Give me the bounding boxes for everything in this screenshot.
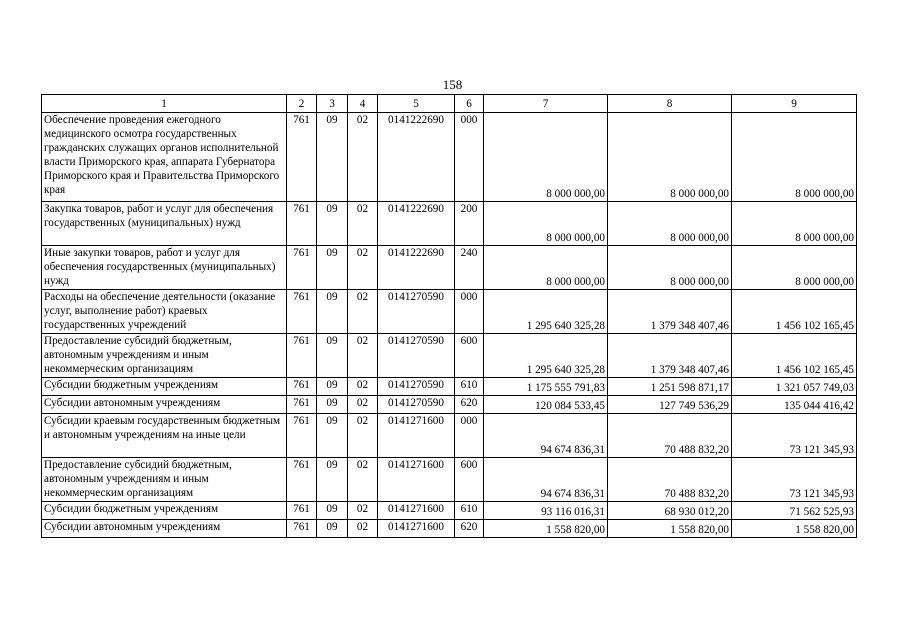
amount-year-1-cell: 1 295 640 325,28 — [484, 290, 608, 334]
amount-year-3-cell: 71 562 525,93 — [732, 502, 857, 520]
table-row — [42, 458, 857, 502]
column-header: 5 — [378, 95, 455, 113]
amount-year-2-cell: 1 379 348 407,46 — [608, 290, 732, 334]
section-code-cell: 09 — [317, 334, 348, 378]
header-row — [42, 95, 857, 113]
target-article-cell: 0141271600 — [378, 458, 455, 502]
target-article-cell: 0141271600 — [378, 520, 455, 538]
row-name-cell: Субсидии автономным учреждениям — [42, 396, 287, 414]
expense-type-cell: 620 — [455, 396, 484, 414]
subsection-code-cell: 02 — [348, 520, 378, 538]
target-article-cell: 0141222690 — [378, 246, 455, 290]
amount-year-2-cell: 70 488 832,20 — [608, 414, 732, 458]
expense-type-cell: 610 — [455, 502, 484, 520]
amount-year-1-cell: 8 000 000,00 — [484, 202, 608, 246]
table-row — [42, 202, 857, 246]
amount-year-3-cell: 8 000 000,00 — [732, 246, 857, 290]
subsection-code-cell: 02 — [348, 290, 378, 334]
table-row — [42, 502, 857, 520]
section-code-cell: 09 — [317, 378, 348, 396]
ministry-code-cell: 761 — [287, 458, 317, 502]
subsection-code-cell: 02 — [348, 113, 378, 202]
column-header: 7 — [484, 95, 608, 113]
column-header: 1 — [42, 95, 287, 113]
ministry-code-cell: 761 — [287, 414, 317, 458]
amount-year-3-cell: 1 321 057 749,03 — [732, 378, 857, 396]
budget-table — [41, 94, 857, 538]
amount-year-1-cell: 120 084 533,45 — [484, 396, 608, 414]
section-code-cell: 09 — [317, 290, 348, 334]
amount-year-3-cell: 135 044 416,42 — [732, 396, 857, 414]
table-row — [42, 113, 857, 202]
amount-year-2-cell: 8 000 000,00 — [608, 113, 732, 202]
expense-type-cell: 000 — [455, 414, 484, 458]
amount-year-2-cell: 127 749 536,29 — [608, 396, 732, 414]
expense-type-cell: 620 — [455, 520, 484, 538]
row-name-cell: Предоставление субсидий бюджетным, автономным учреждениям и иным некоммерческим организациям — [42, 458, 287, 502]
amount-year-3-cell: 1 456 102 165,45 — [732, 290, 857, 334]
row-name-cell: Расходы на обеспечение деятельности (оказание услуг, выполнение работ) краевых государственных учреждений — [42, 290, 287, 334]
section-code-cell: 09 — [317, 113, 348, 202]
row-name-cell: Обеспечение проведения ежегодного медицинского осмотра государственных гражданских служащих органов исполнительной власти Приморского края, аппарата Губернатора Приморского края и Правительства Приморского края — [42, 113, 287, 202]
amount-year-1-cell: 94 674 836,31 — [484, 458, 608, 502]
amount-year-2-cell: 70 488 832,20 — [608, 458, 732, 502]
target-article-cell: 0141270590 — [378, 290, 455, 334]
expense-type-cell: 000 — [455, 113, 484, 202]
section-code-cell: 09 — [317, 502, 348, 520]
expense-type-cell: 000 — [455, 290, 484, 334]
subsection-code-cell: 02 — [348, 246, 378, 290]
row-name-cell: Субсидии бюджетным учреждениям — [42, 502, 287, 520]
amount-year-2-cell: 68 930 012,20 — [608, 502, 732, 520]
section-code-cell: 09 — [317, 520, 348, 538]
expense-type-cell: 600 — [455, 334, 484, 378]
ministry-code-cell: 761 — [287, 378, 317, 396]
expense-type-cell: 600 — [455, 458, 484, 502]
ministry-code-cell: 761 — [287, 502, 317, 520]
amount-year-1-cell: 93 116 016,31 — [484, 502, 608, 520]
row-name-cell: Иные закупки товаров, работ и услуг для обеспечения государственных (муниципальных) нужд — [42, 246, 287, 290]
column-header: 3 — [317, 95, 348, 113]
ministry-code-cell: 761 — [287, 202, 317, 246]
page-number: 158 — [442, 77, 463, 92]
amount-year-3-cell: 8 000 000,00 — [732, 202, 857, 246]
row-name-cell: Предоставление субсидий бюджетным, автономным учреждениям и иным некоммерческим организациям — [42, 334, 287, 378]
subsection-code-cell: 02 — [348, 334, 378, 378]
amount-year-3-cell: 73 121 345,93 — [732, 458, 857, 502]
subsection-code-cell: 02 — [348, 202, 378, 246]
table-row — [42, 396, 857, 414]
table-row — [42, 414, 857, 458]
amount-year-3-cell: 1 558 820,00 — [732, 520, 857, 538]
subsection-code-cell: 02 — [348, 378, 378, 396]
ministry-code-cell: 761 — [287, 246, 317, 290]
amount-year-1-cell: 1 175 555 791,83 — [484, 378, 608, 396]
amount-year-1-cell: 1 295 640 325,28 — [484, 334, 608, 378]
amount-year-1-cell: 8 000 000,00 — [484, 113, 608, 202]
table-row — [42, 378, 857, 396]
amount-year-2-cell: 1 558 820,00 — [608, 520, 732, 538]
amount-year-3-cell: 73 121 345,93 — [732, 414, 857, 458]
amount-year-2-cell: 1 251 598 871,17 — [608, 378, 732, 396]
column-header: 4 — [348, 95, 378, 113]
row-name-cell: Закупка товаров, работ и услуг для обеспечения государственных (муниципальных) нужд — [42, 202, 287, 246]
section-code-cell: 09 — [317, 414, 348, 458]
ministry-code-cell: 761 — [287, 290, 317, 334]
subsection-code-cell: 02 — [348, 458, 378, 502]
amount-year-1-cell: 1 558 820,00 — [484, 520, 608, 538]
subsection-code-cell: 02 — [348, 414, 378, 458]
table-row — [42, 334, 857, 378]
target-article-cell: 0141270590 — [378, 378, 455, 396]
ministry-code-cell: 761 — [287, 334, 317, 378]
amount-year-2-cell: 8 000 000,00 — [608, 202, 732, 246]
row-name-cell: Субсидии краевым государственным бюджетным и автономным учреждениям на иные цели — [42, 414, 287, 458]
amount-year-1-cell: 8 000 000,00 — [484, 246, 608, 290]
amount-year-1-cell: 94 674 836,31 — [484, 414, 608, 458]
column-header: 6 — [455, 95, 484, 113]
column-header: 9 — [732, 95, 857, 113]
row-name-cell: Субсидии автономным учреждениям — [42, 520, 287, 538]
section-code-cell: 09 — [317, 396, 348, 414]
section-code-cell: 09 — [317, 246, 348, 290]
amount-year-2-cell: 8 000 000,00 — [608, 246, 732, 290]
column-header: 2 — [287, 95, 317, 113]
section-code-cell: 09 — [317, 202, 348, 246]
section-code-cell: 09 — [317, 458, 348, 502]
target-article-cell: 0141271600 — [378, 502, 455, 520]
subsection-code-cell: 02 — [348, 502, 378, 520]
target-article-cell: 0141270590 — [378, 396, 455, 414]
amount-year-3-cell: 8 000 000,00 — [732, 113, 857, 202]
column-header: 8 — [608, 95, 732, 113]
target-article-cell: 0141270590 — [378, 334, 455, 378]
expense-type-cell: 200 — [455, 202, 484, 246]
ministry-code-cell: 761 — [287, 113, 317, 202]
ministry-code-cell: 761 — [287, 396, 317, 414]
target-article-cell: 0141222690 — [378, 202, 455, 246]
subsection-code-cell: 02 — [348, 396, 378, 414]
table-body — [42, 95, 857, 538]
table-row — [42, 520, 857, 538]
table-row — [42, 246, 857, 290]
row-name-cell: Субсидии бюджетным учреждениям — [42, 378, 287, 396]
amount-year-3-cell: 1 456 102 165,45 — [732, 334, 857, 378]
expense-type-cell: 240 — [455, 246, 484, 290]
amount-year-2-cell: 1 379 348 407,46 — [608, 334, 732, 378]
table-row — [42, 290, 857, 334]
ministry-code-cell: 761 — [287, 520, 317, 538]
target-article-cell: 0141222690 — [378, 113, 455, 202]
target-article-cell: 0141271600 — [378, 414, 455, 458]
expense-type-cell: 610 — [455, 378, 484, 396]
